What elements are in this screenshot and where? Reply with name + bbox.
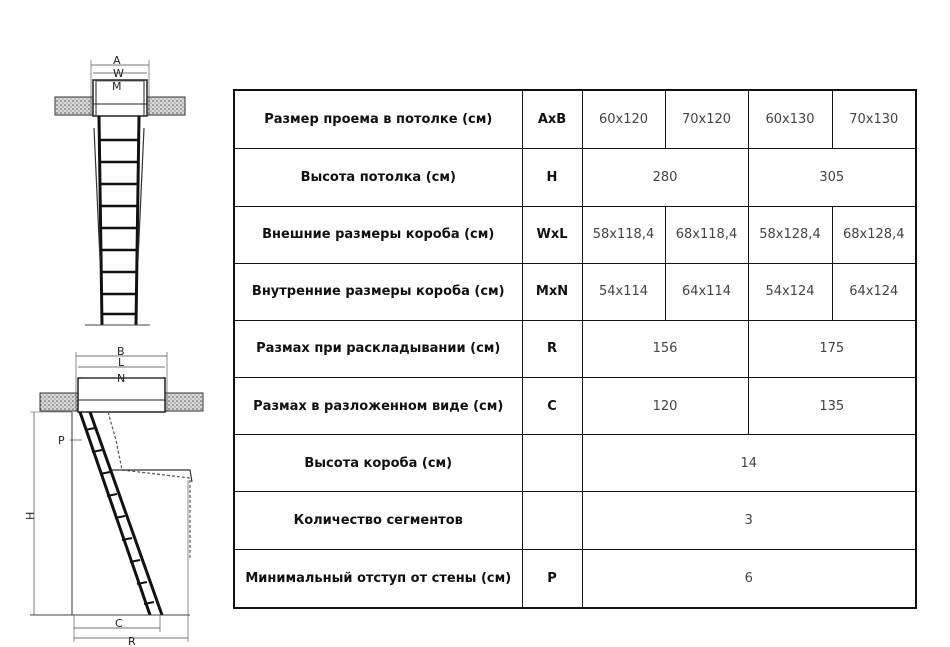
table-row (234, 149, 916, 206)
value-cell: 54x124 (748, 263, 832, 320)
param-cell: Внешние размеры короба (см) (234, 206, 522, 263)
table-row (234, 435, 916, 492)
dim-label-r: R (128, 635, 136, 647)
value-cell: 70x130 (832, 90, 916, 149)
value-cell: 68x118,4 (665, 206, 748, 263)
dim-label-n: N (117, 372, 126, 385)
table-row (234, 378, 916, 435)
table-row (234, 90, 916, 149)
param-cell: Размах при раскладывании (см) (234, 320, 522, 377)
value-cell: 64x124 (832, 263, 916, 320)
value-cell: 135 (748, 378, 916, 435)
value-cell: 64x114 (665, 263, 748, 320)
table-row (234, 206, 916, 263)
value-cell: 58x128,4 (748, 206, 832, 263)
side-view (24, 345, 203, 647)
ceiling-slab-left-side (40, 393, 78, 411)
symbol-cell (522, 435, 582, 492)
value-cell: 54x114 (582, 263, 665, 320)
dim-label-b: B (117, 345, 125, 358)
front-view (55, 54, 185, 325)
symbol-cell: H (522, 149, 582, 206)
value-cell: 68x128,4 (832, 206, 916, 263)
param-cell: Внутренние размеры короба (см) (234, 263, 522, 320)
value-cell: 6 (582, 549, 916, 608)
symbol-cell: WxL (522, 206, 582, 263)
ceiling-slab-left (55, 97, 93, 115)
symbol-cell: MxN (522, 263, 582, 320)
value-cell: 305 (748, 149, 916, 206)
value-cell: 3 (582, 492, 916, 549)
value-cell: 156 (582, 320, 748, 377)
value-cell: 14 (582, 435, 916, 492)
table-row (234, 492, 916, 549)
symbol-cell: C (522, 378, 582, 435)
param-cell: Высота потолка (см) (234, 149, 522, 206)
value-cell: 280 (582, 149, 748, 206)
table-row (234, 549, 916, 608)
symbol-cell: P (522, 549, 582, 608)
specifications-table (233, 89, 917, 609)
value-cell: 60x120 (582, 90, 665, 149)
dim-label-m: M (112, 80, 122, 93)
dim-label-w: W (113, 67, 124, 80)
value-cell: 70x120 (665, 90, 748, 149)
ladder-drawing (0, 0, 220, 647)
value-cell: 58x118,4 (582, 206, 665, 263)
param-cell: Высота короба (см) (234, 435, 522, 492)
param-cell: Минимальный отступ от стены (см) (234, 549, 522, 608)
dim-label-l: L (118, 356, 125, 369)
param-cell: Размер проема в потолке (см) (234, 90, 522, 149)
ceiling-slab-right-side (165, 393, 203, 411)
param-cell: Размах в разложенном виде (см) (234, 378, 522, 435)
dim-label-c: C (115, 617, 123, 630)
symbol-cell: AxB (522, 90, 582, 149)
dim-label-h: H (24, 511, 37, 520)
ceiling-slab-right (147, 97, 185, 115)
symbol-cell (522, 492, 582, 549)
dim-label-a: A (113, 54, 121, 67)
symbol-cell: R (522, 320, 582, 377)
dim-label-p: P (58, 434, 65, 447)
value-cell: 120 (582, 378, 748, 435)
value-cell: 60x130 (748, 90, 832, 149)
ladder-diagram (0, 0, 220, 647)
table-row (234, 263, 916, 320)
ladder-steps-front (100, 140, 138, 314)
table-row (234, 320, 916, 377)
value-cell: 175 (748, 320, 916, 377)
param-cell: Количество сегментов (234, 492, 522, 549)
